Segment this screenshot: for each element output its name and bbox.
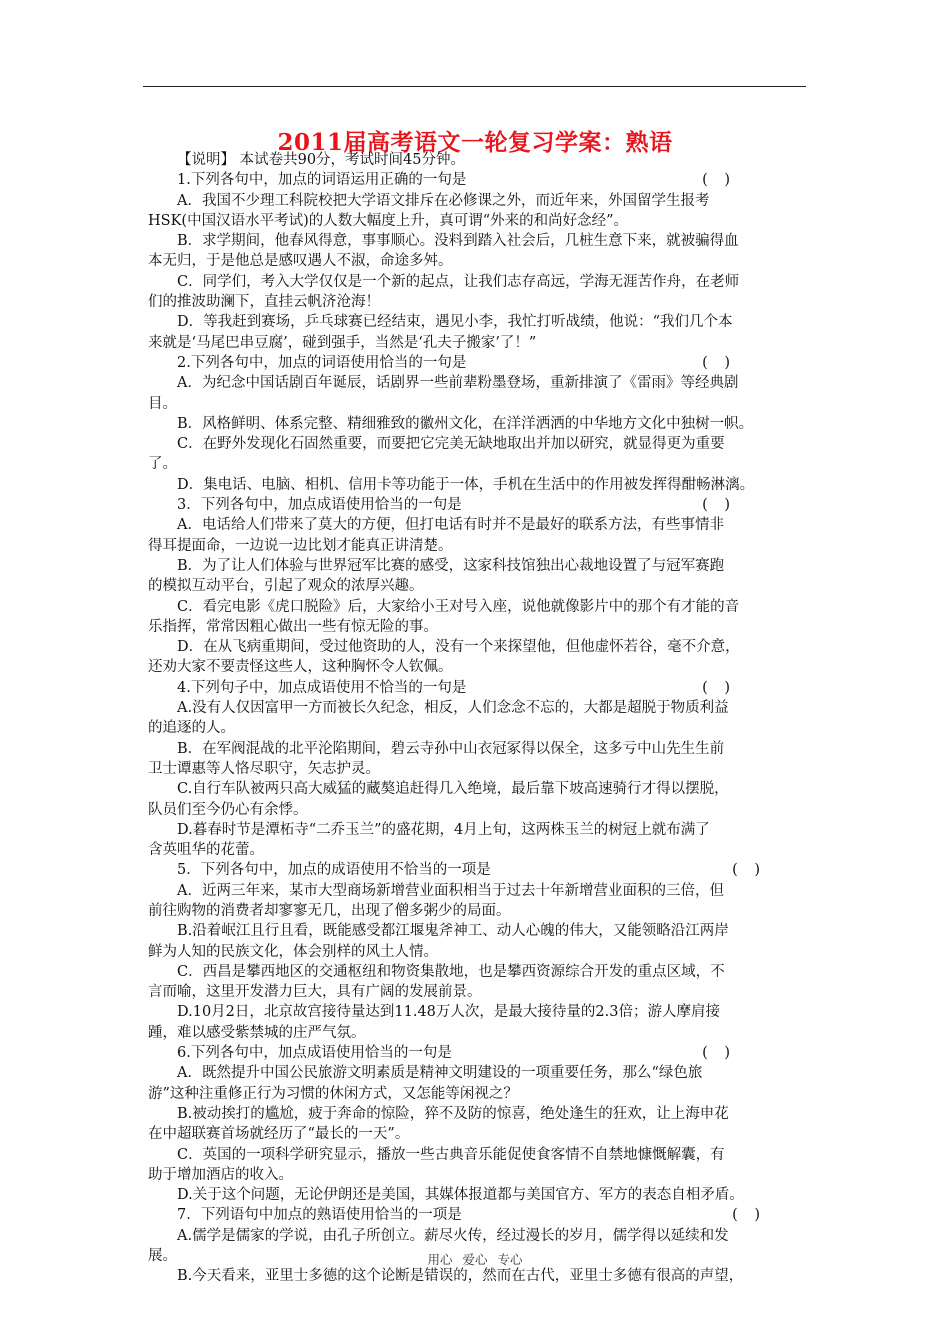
text-line xyxy=(148,1124,808,1144)
line-text: A．近两三年来，某市大型商场新增营业面积相当于过去十年新增营业面积的三倍，但 xyxy=(177,882,724,899)
text-line xyxy=(148,881,808,901)
line-text: 本无归，于是他总是感叹遇人不淑，命途多舛。 xyxy=(148,253,453,270)
line-text: C．在野外发现化石固然重要，而要把它完美无缺地取出并加以研究，就显得更为重要 xyxy=(177,436,725,453)
text-line xyxy=(148,251,808,271)
text-line xyxy=(148,454,808,474)
text-line xyxy=(148,840,808,860)
line-text: B．在军阀混战的北平沦陷期间，碧云寺孙中山衣冠冢得以保全，这多亏中山先生生前 xyxy=(177,740,725,757)
text-line xyxy=(148,1063,808,1083)
line-text: 7．下列语句中加点的熟语使用恰当的一项是 xyxy=(177,1207,462,1224)
answer-bracket: ( ) xyxy=(702,497,736,514)
line-text: 6.下列各句中，加点成语使用恰当的一句是 xyxy=(177,1045,452,1062)
text-line xyxy=(148,312,808,332)
line-text: 队员们至今仍心有余悸。 xyxy=(148,801,308,818)
line-text: 5．下列各句中，加点的成语使用不恰当的一项是 xyxy=(177,862,491,879)
text-line xyxy=(148,1165,808,1185)
line-text: 助于增加酒店的收入。 xyxy=(148,1166,293,1183)
line-text: C．看完电影《虎口脱险》后，大家给小王对号入座，说他就像影片中的那个有才能的音 xyxy=(177,598,740,615)
text-line xyxy=(148,962,808,982)
text-line xyxy=(148,556,808,576)
text-line xyxy=(148,901,808,921)
line-text: 踵，难以感受紫禁城的庄严气氛。 xyxy=(148,1024,366,1041)
line-text: C．英国的一项科学研究显示，播放一些古典音乐能促使食客情不自禁地慷慨解囊，有 xyxy=(177,1146,725,1163)
text-line xyxy=(148,373,808,393)
line-text: 含英咀华的花蕾。 xyxy=(148,842,264,859)
text-line xyxy=(148,1002,808,1022)
line-text: D.10月2日，北京故宫接待量达到11.48万人次，是最大接待量的2.3倍；游人摩肩接 xyxy=(177,1004,720,1021)
line-text: 还劝大家不要责怪这些人，这种胸怀令人钦佩。 xyxy=(148,659,453,676)
text-line xyxy=(148,434,808,454)
page-footer: 用心 爱心 专心 xyxy=(427,1252,523,1267)
line-text: 卫士谭惠等人恪尽职守，矢志护灵。 xyxy=(148,760,380,777)
line-text: 得耳提面命，一边说一边比划才能真正讲清楚。 xyxy=(148,537,453,554)
line-text: C.自行车队被两只高大威猛的藏獒追赶得几入绝境，最后靠下坡高速骑行才得以摆脱， xyxy=(177,781,729,798)
text-line xyxy=(148,1185,808,1205)
text-line xyxy=(148,414,808,434)
line-text: B．风格鲜明、体系完整、精细雅致的徽州文化，在洋洋洒洒的中华地方文化中独树一帜。 xyxy=(177,415,754,432)
text-line xyxy=(148,1145,808,1165)
text-line xyxy=(148,698,808,718)
line-text: B．求学期间，他春风得意，事事顺心。没料到踏入社会后，几桩生意下来，就被骗得血 xyxy=(177,233,739,250)
text-line xyxy=(148,637,808,657)
document-body xyxy=(148,150,808,1287)
line-text: 3．下列各句中，加点成语使用恰当的一句是 xyxy=(177,497,462,514)
text-line xyxy=(148,1084,808,1104)
text-line xyxy=(148,921,808,941)
answer-bracket: ( ) xyxy=(732,862,766,879)
line-text: A．电话给人们带来了莫大的方便，但打电话有时并不是最好的联系方法，有些事情非 xyxy=(177,517,724,534)
text-line xyxy=(148,678,808,698)
line-text: A．我国不少理工科院校把大学语文排斥在必修课之外，而近年来，外国留学生报考 xyxy=(177,192,710,209)
text-line xyxy=(148,982,808,1002)
text-line xyxy=(148,800,808,820)
text-line xyxy=(148,515,808,535)
text-line xyxy=(148,860,808,880)
text-line xyxy=(148,1266,808,1286)
text-line xyxy=(148,1023,808,1043)
line-text: A.没有人仅因富甲一方而被长久纪念，相反，人们念念不忘的，大都是超脱于物质利益 xyxy=(177,700,729,717)
page-title: 2011届高考语文一轮复习学案：熟语 xyxy=(277,129,673,156)
text-line xyxy=(148,759,808,779)
answer-bracket: ( ) xyxy=(702,679,736,696)
text-line xyxy=(148,495,808,515)
line-text: 来就是‘马尾巴串豆腐’，碰到强手，当然是‘孔夫子搬家’了！” xyxy=(148,334,537,351)
line-text: 乐指挥，常常因粗心做出一些有惊无险的事。 xyxy=(148,618,438,635)
text-line xyxy=(148,150,808,170)
text-line xyxy=(148,231,808,251)
line-text: C．同学们，考入大学仅仅是一个新的起点，让我们志存高远，学海无涯苦作舟，在老师 xyxy=(177,273,740,290)
line-text: 的模拟互动平台，引起了观众的浓厚兴趣。 xyxy=(148,578,424,595)
line-text: D．在从飞病重期间，受过他资助的人，没有一个来探望他，但他虚怀若谷，毫不介意， xyxy=(177,639,740,656)
line-text: 前往购物的消费者却寥寥无几，出现了僧多粥少的局面。 xyxy=(148,902,511,919)
text-line xyxy=(148,394,808,414)
text-line xyxy=(148,718,808,738)
text-line xyxy=(148,820,808,840)
line-text: A.儒学是儒家的学说，由孔子所创立。薪尽火传，经过漫长的岁月，儒学得以延续和发 xyxy=(177,1227,729,1244)
line-text: 4.下列句子中，加点成语使用不恰当的一句是 xyxy=(177,679,467,696)
line-text: B.被动挨打的尴尬，疲于奔命的惊险，猝不及防的惊喜，绝处逢生的狂欢，让上海申花 xyxy=(177,1105,729,1122)
line-text: A．既然提升中国公民旅游文明素质是精神文明建设的一项重要任务，那么“绿色旅 xyxy=(177,1065,703,1082)
text-line xyxy=(148,576,808,596)
line-text: 【说明】 本试卷共90分，考试时间45分钟。 xyxy=(177,152,466,168)
text-line xyxy=(148,1104,808,1124)
text-line xyxy=(148,272,808,292)
line-text: 2.下列各句中，加点的词语使用恰当的一句是 xyxy=(177,354,467,371)
line-text: 鲜为人知的民族文化，体会别样的风土人情。 xyxy=(148,943,438,960)
answer-bracket: ( ) xyxy=(702,354,736,371)
line-text: 言而喻，这里开发潜力巨大，具有广阔的发展前景。 xyxy=(148,984,482,1001)
text-line xyxy=(148,292,808,312)
line-text: B．为了让人们体验与世界冠军比赛的感受，这家科技馆独出心裁地设置了与冠军赛跑 xyxy=(177,557,725,574)
text-line xyxy=(148,657,808,677)
line-text: HSK(中国汉语水平考试)的人数大幅度上升，真可谓“外来的和尚好念经”。 xyxy=(148,212,629,229)
line-text: D．等我赶到赛场，乒乓球赛已经结束，遇见小李，我忙打听战绩，他说：“我们几个本 xyxy=(177,314,733,331)
line-text: 的追逐的人。 xyxy=(148,720,235,737)
line-text: 在中超联赛首场就经历了“最长的一天”。 xyxy=(148,1126,410,1143)
line-text: 们的推波助澜下，直挂云帆济沧海！ xyxy=(148,294,380,311)
line-text: 目。 xyxy=(148,395,177,412)
line-text: D．集电话、电脑、相机、信用卡等功能于一体，手机在生活中的作用被发挥得酣畅淋漓。 xyxy=(177,476,755,493)
text-line xyxy=(148,779,808,799)
text-line xyxy=(148,597,808,617)
answer-bracket: ( ) xyxy=(702,172,736,189)
line-text: B.沿着岷江且行且看，既能感受都江堰鬼斧神工、动人心魄的伟大，又能领略沿江两岸 xyxy=(177,923,729,940)
line-text: D.关于这个问题，无论伊朗还是美国，其媒体报道都与美国官方、军方的表态自相矛盾。 xyxy=(177,1187,744,1204)
text-line xyxy=(148,191,808,211)
text-line xyxy=(148,617,808,637)
answer-bracket: ( ) xyxy=(732,1207,766,1224)
header-rule xyxy=(143,86,806,87)
line-text: 展。 xyxy=(148,1248,177,1265)
text-line xyxy=(148,536,808,556)
text-line xyxy=(148,211,808,231)
text-line xyxy=(148,475,808,495)
line-text: 1.下列各句中，加点的词语运用正确的一句是 xyxy=(177,172,467,189)
text-line xyxy=(148,1205,808,1225)
text-line xyxy=(148,333,808,353)
line-text: 游”这种注重修正行为习惯的休闲方式，又怎能等闲视之？ xyxy=(148,1085,518,1102)
line-text: D.暮春时节是潭柘寺“二乔玉兰”的盛花期，4月上旬，这两株玉兰的树冠上就布满了 xyxy=(177,821,710,838)
text-line xyxy=(148,170,808,190)
line-text: C．西昌是攀西地区的交通枢纽和物资集散地，也是攀西资源综合开发的重点区域，不 xyxy=(177,963,725,980)
line-text: B.今天看来，亚里士多德的这个论断是错误的，然而在古代，亚里士多德有很高的声望， xyxy=(177,1268,744,1285)
line-text: 了。 xyxy=(148,456,177,473)
text-line xyxy=(148,353,808,373)
text-line xyxy=(148,739,808,759)
text-line xyxy=(148,1043,808,1063)
text-line xyxy=(148,1226,808,1246)
text-line xyxy=(148,942,808,962)
answer-bracket: ( ) xyxy=(702,1045,736,1062)
line-text: A．为纪念中国话剧百年诞辰，话剧界一些前辈粉墨登场，重新排演了《雷雨》等经典剧 xyxy=(177,375,739,392)
